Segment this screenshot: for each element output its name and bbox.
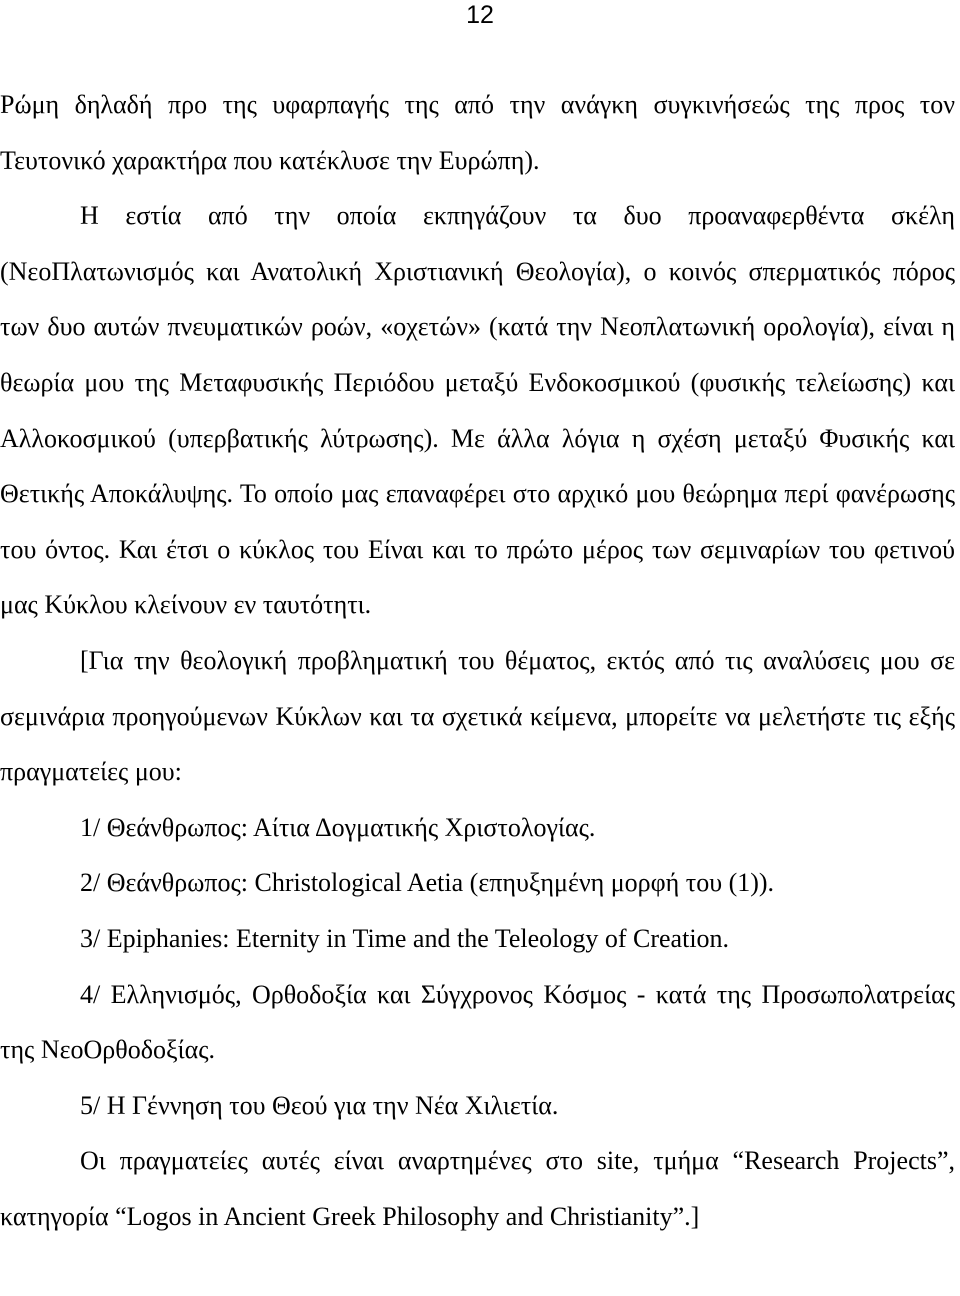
- page-number: 12: [466, 1, 494, 29]
- treatise-item-4: 4/ Ελληνισμός, Ορθοδοξία και Σύγχρονος Κόσμος - κατά της Προσωπολατρείας της ΝεοΟρθοδοξίας.: [0, 979, 955, 1065]
- treatise-item-5: 5/ Η Γέννηση του Θεού για την Νέα Χιλιετία.: [80, 1090, 559, 1120]
- document-body: [0, 77, 955, 1244]
- paragraph-1: Ρώμη δηλαδή προ της υφαρπαγής της από την ανάγκη συγκινήσεώς της προς τον Τευτονικό χαρακτήρα που κατέκλυσε την Ευρώπη).: [0, 90, 955, 175]
- treatise-item-2: 2/ Θεάνθρωπος: Christological Aetia (επηυξημένη μορφή του (1)).: [80, 868, 775, 898]
- paragraph-3: [Για την θεολογική προβληματική του θέματος, εκτός από τις αναλύσεις μου σε σεμινάρια προηγούμενων Κύκλων και τα σχετικά κείμενα, μπορείτε να μελετήστε τις εξής πραγματείες μου:: [0, 645, 955, 787]
- paragraph-2: Η εστία από την οποία εκπηγάζουν τα δυο προαναφερθέντα σκέλη (ΝεοΠλατωνισμός και Ανατολική Χριστιανική Θεολογία), ο κοινός σπερματικός πόρος των δυο αυτών πνευματικών ροών, «οχετών» (κατά την Νεοπλατωνική ορολογία), είναι η θεωρία μου της Μεταφυσικής Περιόδου μεταξύ Ενδοκοσμικού (φυσικής τελείωσης) και Αλλοκοσμικού (υπερβατικής λύτρωσης). Με άλλα λόγια η σχέση μεταξύ Φυσικής και Θετικής Αποκάλυψης. Το οποίο μας επαναφέρει στο αρχικό μου θεώρημα περί φανέρωσης του όντος. Και έτσι ο κύκλος του Είναι και το πρώτο μέρος των σεμιναρίων του φετινού μας Κύκλου κλείνουν εν ταυτότητι.: [0, 201, 955, 620]
- treatise-item-3: 3/ Epiphanies: Eternity in Time and the Teleology of Creation.: [80, 923, 730, 953]
- treatise-item-1: 1/ Θεάνθρωπος: Αίτια Δογματικής Χριστολογίας.: [80, 812, 596, 842]
- closing-paragraph: Οι πραγματείες αυτές είναι αναρτημένες στο site, τμήμα “Research Projects”, κατηγορία “Logos in Ancient Greek Philosophy and Christianity”.]: [0, 1146, 955, 1231]
